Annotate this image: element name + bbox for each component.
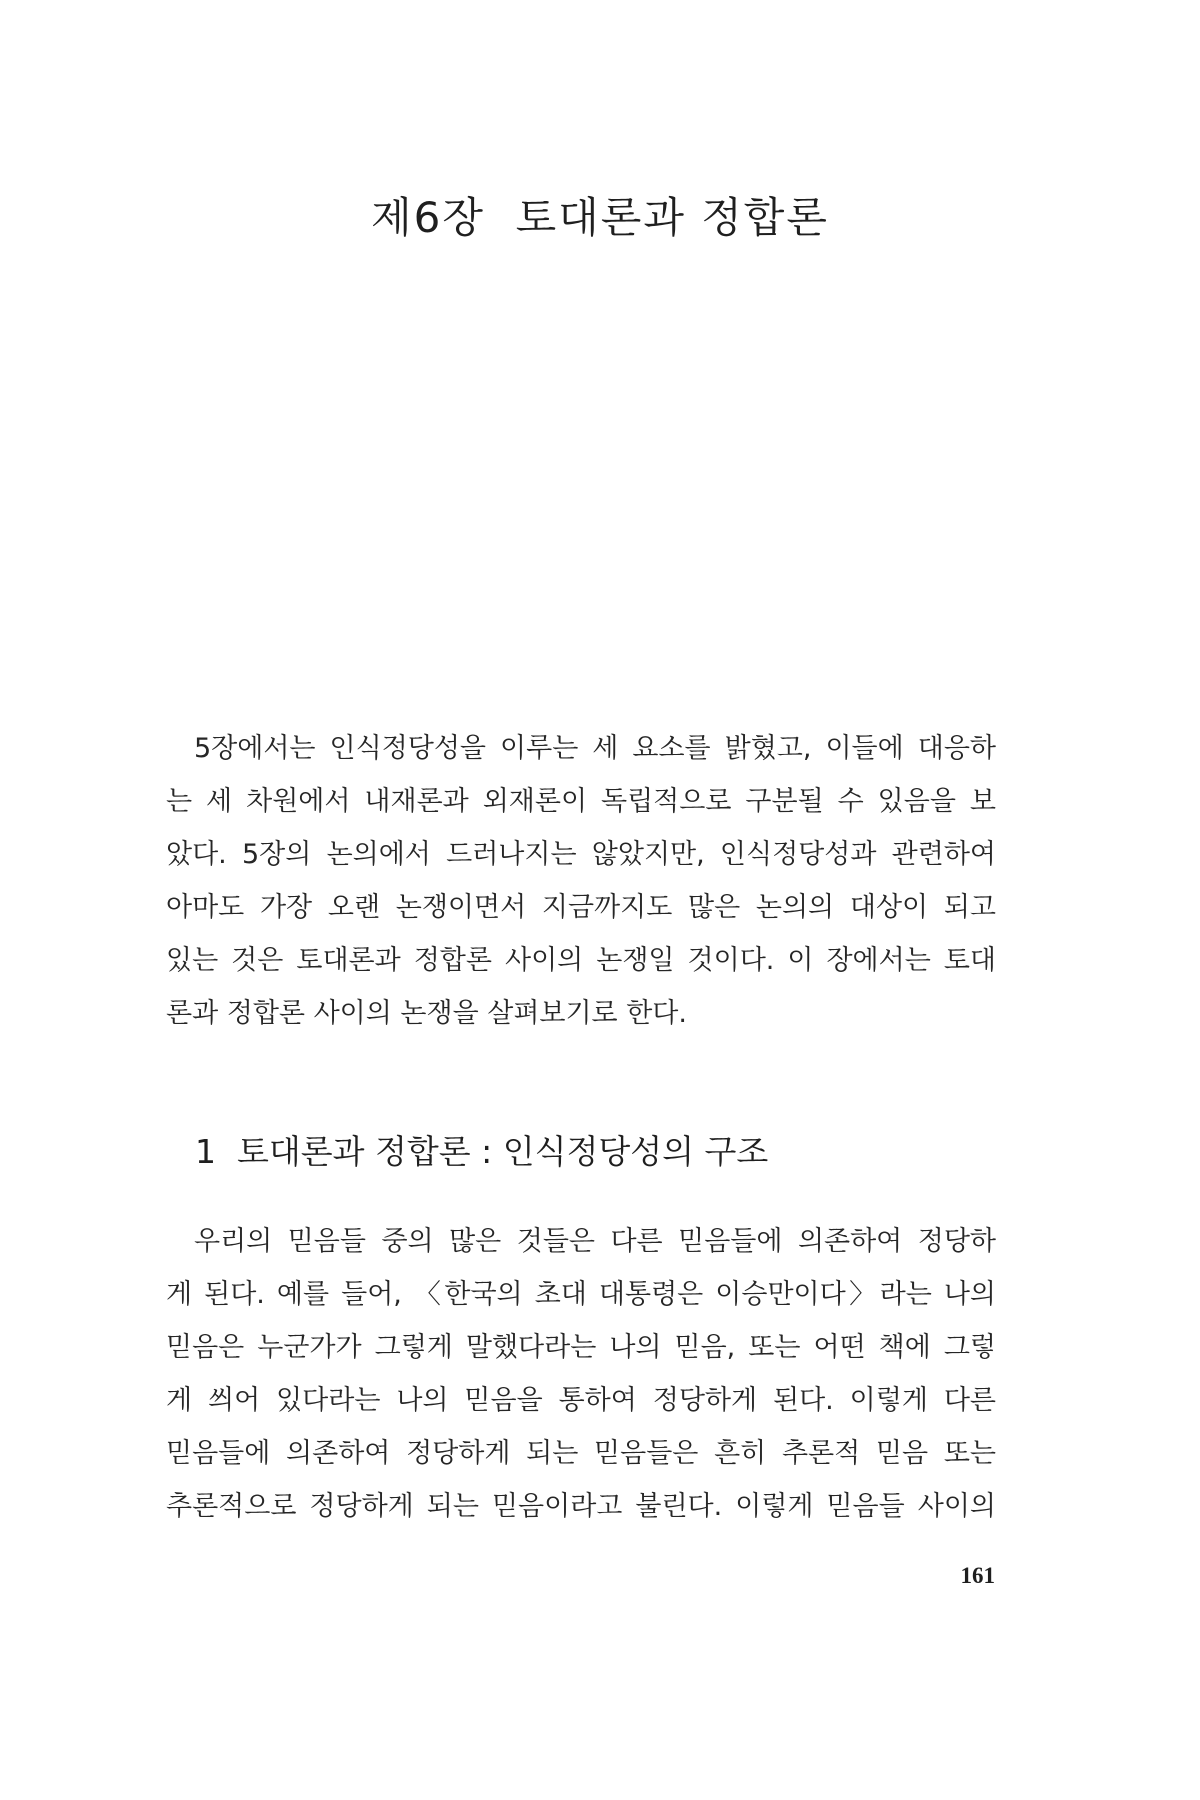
paragraph-line: 았다. 5장의 논의에서 드러나지는 않았지만, 인식정당성과 관련하여 (166, 839, 996, 870)
paragraph-line: 아마도 가장 오랜 논쟁이면서 지금까지도 많은 논의의 대상이 되고 (166, 892, 996, 923)
chapter-title: 제6장 토대론과 정합론 (371, 193, 829, 242)
paragraph-line: 믿음은 누군가가 그렇게 말했다라는 나의 믿음, 또는 어떤 책에 그렇 (166, 1332, 996, 1363)
section-heading: 1 토대론과 정합론 : 인식정당성의 구조 (195, 1132, 769, 1171)
page-number: 161 (960, 1563, 995, 1588)
paragraph-line: 추론적으로 정당하게 되는 믿음이라고 불린다. 이렇게 믿음들 사이의 (166, 1491, 996, 1522)
paragraph-line: 론과 정합론 사이의 논쟁을 살펴보기로 한다. (166, 998, 687, 1029)
paragraph-line: 5장에서는 인식정당성을 이루는 세 요소를 밝혔고, 이들에 대응하 (194, 733, 996, 764)
paragraph-line: 는 세 차원에서 내재론과 외재론이 독립적으로 구분될 수 있음을 보 (166, 786, 996, 817)
paragraph-line: 게 씌어 있다라는 나의 믿음을 통하여 정당하게 된다. 이렇게 다른 (166, 1385, 996, 1416)
intro-paragraph (166, 722, 996, 1040)
paragraph-line: 있는 것은 토대론과 정합론 사이의 논쟁일 것이다. 이 장에서는 토대 (166, 945, 996, 976)
paragraph-line: 믿음들에 의존하여 정당하게 되는 믿음들은 흔히 추론적 믿음 또는 (166, 1438, 996, 1469)
body-paragraph (166, 1215, 996, 1533)
paragraph-line: 우리의 믿음들 중의 많은 것들은 다른 믿음들에 의존하여 정당하 (194, 1226, 996, 1257)
paragraph-line: 게 된다. 예를 들어, 〈한국의 초대 대통령은 이승만이다〉라는 나의 (166, 1279, 996, 1310)
